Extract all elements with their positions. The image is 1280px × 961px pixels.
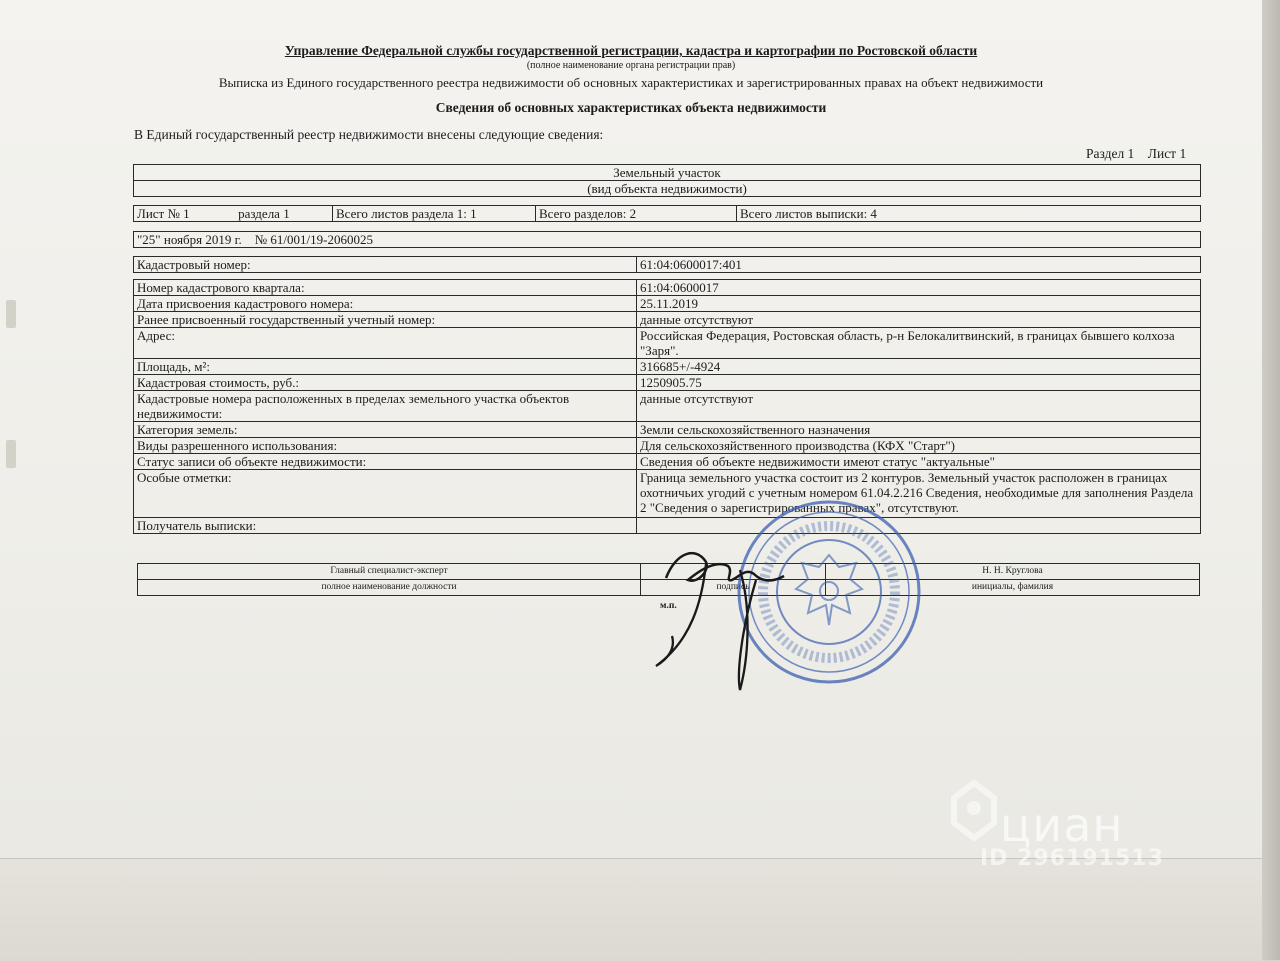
row-label: Дата присвоения кадастрового номера: (134, 296, 637, 312)
watermark-logo-icon (944, 778, 1004, 848)
intro-text: В Единый государственный реестр недвижимости внесены следующие сведения: (134, 127, 604, 142)
cadastral-table (133, 256, 1201, 273)
mp-label: м.п. (660, 601, 677, 611)
table-row (134, 454, 1201, 470)
table-row (134, 359, 1201, 375)
table-row (134, 518, 1201, 534)
object-type-table (133, 164, 1201, 197)
table-row (134, 280, 1201, 296)
watermark-id: ID 296191513 (980, 846, 1164, 871)
row-label: Виды разрешенного использования: (134, 438, 637, 454)
position-name: Главный специалист-эксперт (138, 564, 641, 580)
cadastral-value: 61:04:0600017:401 (637, 257, 1201, 273)
date-number: "25" ноября 2019 г. № 61/001/19-2060025 (134, 232, 1201, 248)
position-note: полное наименование должности (138, 580, 641, 596)
row-label: Категория земель: (134, 422, 637, 438)
row-value: 61:04:0600017 (637, 280, 1201, 296)
table-row (134, 422, 1201, 438)
cadastral-label: Кадастровый номер: (134, 257, 637, 273)
razdel-sheet: Раздел 1 Лист 1 (1086, 146, 1187, 161)
under-sheet (0, 858, 1262, 961)
row-value: Граница земельного участка состоит из 2 контуров. Земельный участок расположен в границах охотничьих угодий с учетным номером 61.04.2.216 Сведения, необходимые для заполнения Раздела 2 "Сведения о зарегистрированных правах", отсутствуют. (637, 470, 1201, 518)
handwritten-signature-icon (636, 540, 796, 700)
section-title: Сведения об основных характеристиках объекта недвижимости (435, 100, 827, 115)
table-row (134, 328, 1201, 359)
row-value: 1250905.75 (637, 375, 1201, 391)
row-label: Получатель выписки: (134, 518, 637, 534)
total-sections: Всего разделов: 2 (536, 206, 737, 222)
row-label: Площадь, м²: (134, 359, 637, 375)
row-label: Кадастровая стоимость, руб.: (134, 375, 637, 391)
characteristics-table (133, 279, 1201, 534)
sheet-info-table (133, 205, 1201, 222)
extract-title: Выписка из Единого государственного реестра недвижимости об основных характеристиках и зарегистрированных правах на объект недвижимости (218, 75, 1044, 90)
list-no (134, 206, 333, 222)
row-label: Адрес: (134, 328, 637, 359)
table-row (134, 391, 1201, 422)
table-row (134, 438, 1201, 454)
table-row (134, 312, 1201, 328)
row-value: Земли сельскохозяйственного назначения (637, 422, 1201, 438)
object-type-note: (вид объекта недвижимости) (134, 181, 1201, 197)
row-value: Сведения об объекте недвижимости имеют статус "актуальные" (637, 454, 1201, 470)
row-label: Ранее присвоенный государственный учетный номер: (134, 312, 637, 328)
sheet-edge (1262, 0, 1280, 960)
row-value: Для сельскохозяйственного производства (КФХ "Старт") (637, 438, 1201, 454)
punch-hole (6, 440, 16, 468)
row-label: Особые отметки: (134, 470, 637, 518)
org-note: (полное наименование органа регистрации прав) (526, 60, 736, 71)
total-sheets: Всего листов выписки: 4 (737, 206, 1201, 222)
watermark-brand: циан (1000, 798, 1124, 852)
row-value: данные отсутствуют (637, 312, 1201, 328)
row-value: 316685+/-4924 (637, 359, 1201, 375)
row-label: Статус записи об объекте недвижимости: (134, 454, 637, 470)
signature-note: подпись (641, 580, 826, 596)
name-note: инициалы, фамилия (826, 580, 1200, 596)
table-row (134, 375, 1201, 391)
row-value: 25.11.2019 (637, 296, 1201, 312)
row-value: Российская Федерация, Ростовская область, р-н Белокалитвинский, в границах бывшего колхоза "Заря". (637, 328, 1201, 359)
signer-name: Н. Н. Круглова (826, 564, 1200, 580)
punch-hole (6, 300, 16, 328)
table-row (134, 470, 1201, 518)
row-label: Кадастровые номера расположенных в пределах земельного участка объектов недвижимости: (134, 391, 637, 422)
org-name: Управление Федеральной службы государственной регистрации, кадастра и картографии по Ростовской области (284, 43, 978, 58)
row-label: Номер кадастрового квартала: (134, 280, 637, 296)
row-value: данные отсутствуют (637, 391, 1201, 422)
razdel-text: раздела 1 (238, 206, 290, 221)
object-type: Земельный участок (134, 165, 1201, 181)
total-razdel-sheets: Всего листов раздела 1: 1 (333, 206, 536, 222)
list-no-text: Лист № 1 (137, 206, 190, 221)
table-row (134, 296, 1201, 312)
date-table (133, 231, 1201, 248)
